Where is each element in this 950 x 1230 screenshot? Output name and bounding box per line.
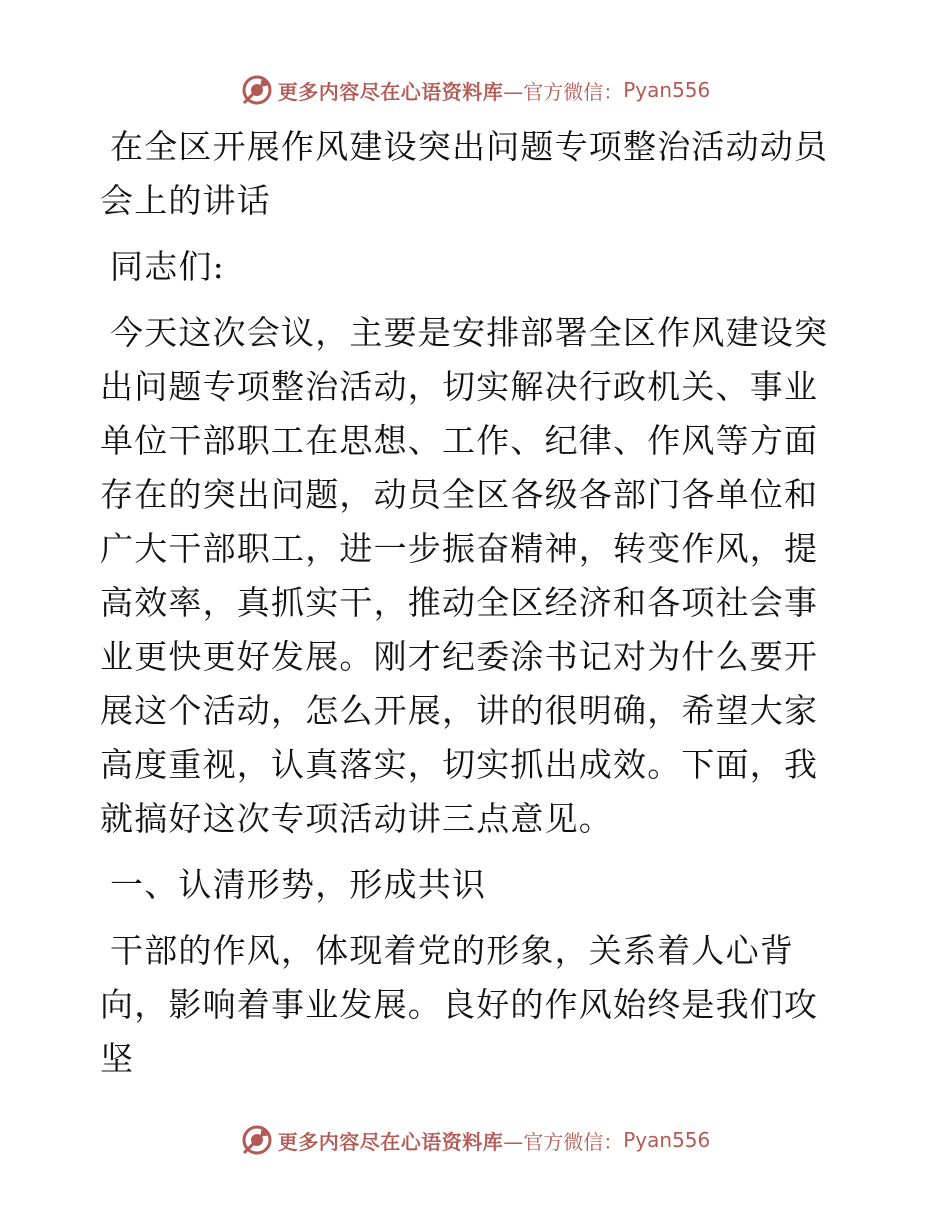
pen-logo-icon	[240, 73, 274, 107]
paragraph-section-1: 干部的作风，体现着党的形象，关系着人心背向，影响着事业发展。良好的作风始终是我们攻坚	[100, 931, 819, 1078]
document-body	[100, 120, 850, 1098]
watermark-brand-text: 更多内容尽在心语资料库	[277, 1129, 504, 1154]
watermark-brand-text: 更多内容尽在心语资料库	[277, 79, 504, 104]
salutation: 同志们:	[110, 247, 225, 286]
watermark-dash-text: —官方微信：	[503, 79, 624, 104]
pen-logo-icon	[240, 1123, 274, 1157]
paragraph-intro: 今天这次会议，主要是安排部署全区作风建设突出问题专项整治活动，切实解决行政机关、事业单位干部职工在思想、工作、纪律、作风等方面存在的突出问题，动员全区各级各部门各单位和广大干部职工，进一步振奋精神，转变作风，提高效率，真抓实干，推动全区经济和各项社会事业更快更好发展。刚才纪委涂书记对为什么要开展这个活动，怎么开展，讲的很明确，希望大家高度重视，认真落实，切实抓出成效。下面，我就搞好这次专项活动讲三点意见。	[100, 313, 829, 838]
watermark-banner-bottom	[0, 1120, 950, 1160]
watermark-wechat-id: Pyan556	[623, 1128, 711, 1152]
section-heading-1: 一、认清形势，形成共识	[110, 865, 487, 904]
watermark-wechat-id: Pyan556	[623, 78, 711, 102]
watermark-banner-top	[0, 70, 950, 110]
watermark-dash-text: —官方微信：	[503, 1129, 624, 1154]
document-title: 在全区开展作风建设突出问题专项整治活动动员会上的讲话	[100, 127, 829, 220]
